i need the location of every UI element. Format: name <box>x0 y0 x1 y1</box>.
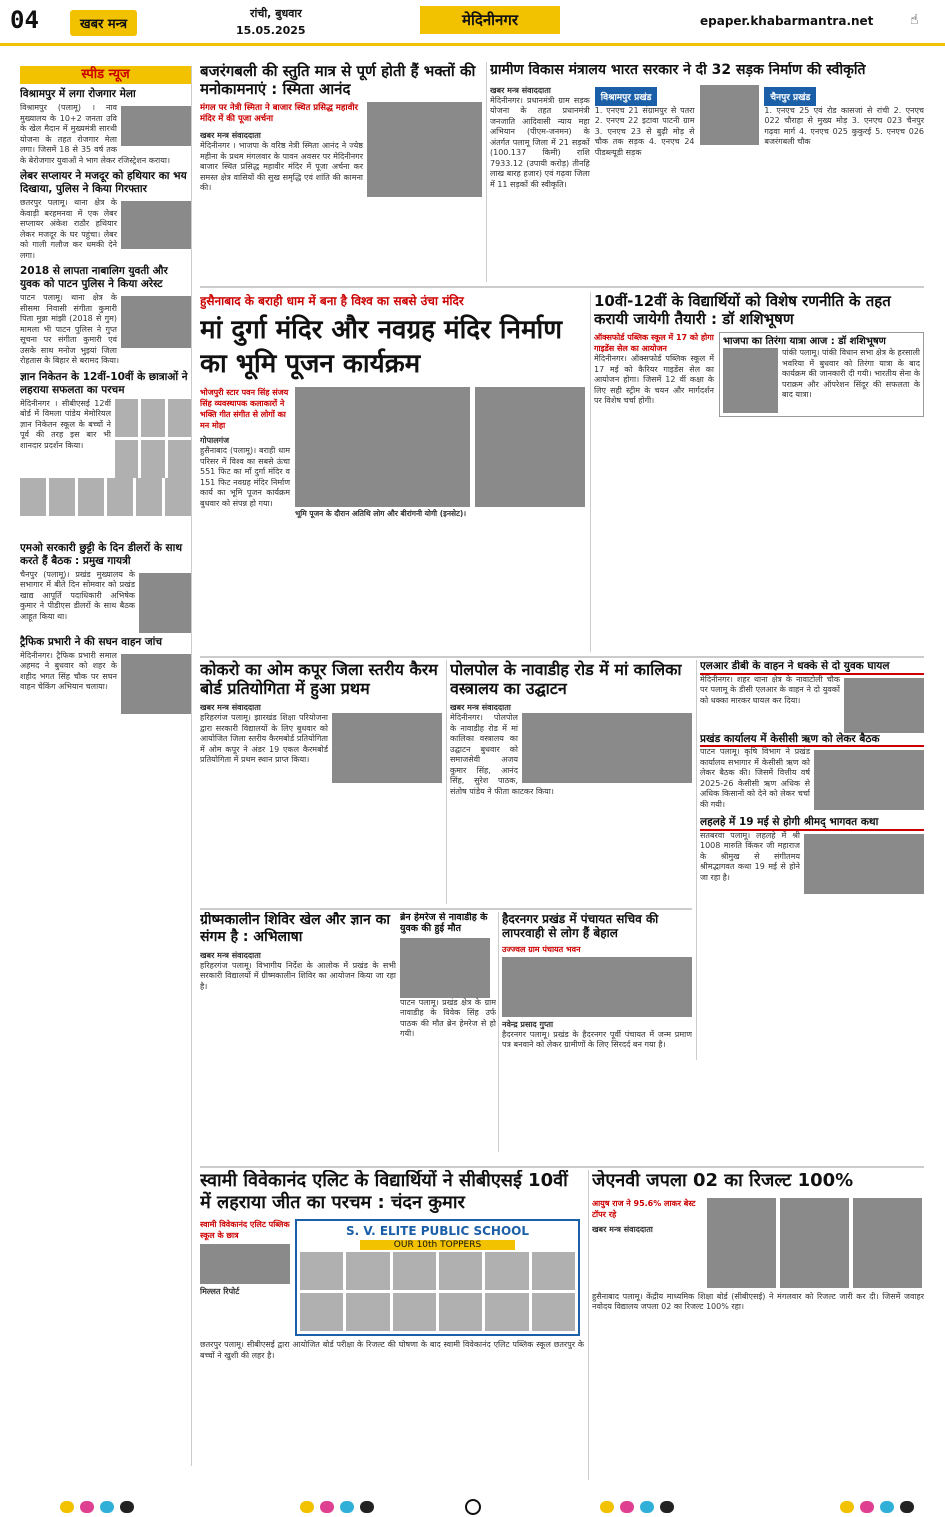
article-body: हरिहरगंज पलामू। विभागीय निर्देश के आलोक में प्रखंड के सभी सरकारी विद्यालयों में ग्रीष्मकालीन शिविर का आयोजन किया जा रहा है। <box>200 960 396 991</box>
page-number: 04 <box>10 6 39 34</box>
student-photo <box>107 478 133 516</box>
pointer-icon: ☝ <box>910 12 919 28</box>
topper-photos <box>707 1198 922 1288</box>
news-photo <box>475 387 585 507</box>
article-columns <box>594 332 924 417</box>
column <box>592 1198 702 1288</box>
student-photo <box>78 478 104 516</box>
article-brain-hemorrhage <box>400 912 496 1152</box>
student-photo <box>49 478 75 516</box>
article-road-approval <box>490 62 924 282</box>
right-news-column <box>700 660 924 1060</box>
headline: ट्रैफिक प्रभारी ने की सघन वाहन जांच <box>20 635 163 648</box>
article-body: हरिहरगंज पलामू। झारखंड शिक्षा परियोजना द्वारा सरकारी विद्यालयों के लिए बुधवार को आयोजित जिला स्तरीय कैरमबोर्ड प्रतियोगिता में ओम कपूर ने अंडर 19 एकल कैरमबोर्ड प्रतियोगिता में प्रथम स्थान प्राप्त किया। <box>200 713 328 765</box>
registration-dot <box>320 1501 334 1513</box>
byline: मिल्लत रिपोर्ट <box>200 1287 240 1297</box>
column-divider <box>590 292 591 652</box>
topper-photo <box>853 1198 922 1288</box>
news-photo <box>121 296 191 348</box>
article-body: छतरपुर पलामू। सीबीएसई द्वारा आयोजित बोर्ड परीक्षा के रिजल्ट की घोषणा के बाद स्वामी विवेकानंद एलिट पब्लिक स्कूल छतरपुर के बच्चों ने खुशी की लहर है। <box>200 1340 584 1360</box>
student-photo <box>136 478 162 516</box>
column-divider <box>486 62 487 282</box>
article-body: मेदिनीनगर। पोलपोल के नावाडीह रोड में मां कालिका वस्त्रालय का उद्घाटन बुधवार को समाजसेवी अजय कुमार सिंह, आनंद सिंह, सुरेश पाठक, संतोष पांडेय ने फीता काटकर किया। <box>450 713 554 796</box>
headline: एमओ सरकारी छुट्टी के दिन डीलरों के साथ करते हैं बैठक : प्रमुख गायत्री <box>20 541 183 567</box>
masthead <box>0 0 945 46</box>
topper-photo <box>393 1252 436 1290</box>
student-photo <box>115 440 138 478</box>
news-photo <box>332 713 442 783</box>
headline: ग्रामीण विकास मंत्रालय भारत सरकार ने दी 32 सड़क निर्माण की स्वीकृति <box>490 62 866 78</box>
row-divider <box>200 656 924 658</box>
registration-dot <box>600 1501 614 1513</box>
headline: पोलपोल के नावाडीह रोड में मां कालिका वस्त्रालय का उद्घाटन <box>450 660 682 699</box>
headline: ज्ञान निकेतन के 12वीं-10वीं के छात्राओं ने लहराया सफलता का परचम <box>20 370 188 396</box>
topper-photo <box>485 1252 528 1290</box>
column-divider <box>588 1170 589 1480</box>
article-body: हैदरनगर पलामू। प्रखंड के हैदरनगर पूर्वी पंचायत में जन्म प्रमाण पत्र बनवाने को लेकर ग्रामीणों के लिए सिरदर्द बन गया है। <box>502 1029 692 1050</box>
registration-dot <box>100 1501 114 1513</box>
city-day: रांची, बुधवार <box>250 7 302 20</box>
headline: स्वामी विवेकानंद एलिट के विद्यार्थियों ने सीबीएसई 10वीं में लहराया जीत का परचम : चंदन कुमार <box>200 1170 568 1213</box>
topper-photo <box>300 1293 343 1331</box>
registration-dot <box>360 1501 374 1513</box>
kicker: मंगल पर नेत्री स्मिता ने बाजार स्थित प्रसिद्ध महावीर मंदिर में की पूजा अर्चना <box>200 103 359 124</box>
row-divider <box>200 1166 924 1168</box>
article-body: पाटन पलामू। थाना क्षेत्र के सीसमा निवासी संगीता कुमारी पिता मुन्ना मांझी (2018 से गुम) मामला भी पाटन पुलिस ने गुप्त सूचना पर संगीता कुमारी एवं उसके साथ मनोज भुइयां जिला रोहतास के बिहार से बरामद किया। <box>20 293 120 365</box>
box-body: पांकी पलामू। पांकी विधान सभा क्षेत्र के हरसाली भवरिया में बुधवार को तिरंगा यात्रा के बाद कार्यक्रम की जानकारी दी गयी। भारतीय सेना के पराक्रम और ऑपरेशन सिंदूर की सफलता के बाद यात्रा। <box>782 348 920 399</box>
topper-photo <box>532 1293 575 1331</box>
student-photo <box>165 478 191 516</box>
article-columns <box>490 85 924 191</box>
school-toppers-ad <box>295 1219 580 1336</box>
photo-column <box>295 387 470 519</box>
article-columns <box>592 1198 924 1288</box>
byline: खबर मन्त्र संवाददाता <box>200 131 261 140</box>
article-body: छतरपुर पलामू। थाना क्षेत्र के केवाड़ी बरहमनवा में एक लेबर सप्लायर अंकेश राठौर हथियार लेकर मजदूर के घर पहुंचा। लेबर को गाली गलौज कर धमकी देने लगा। <box>20 198 117 260</box>
list-title: विश्रामपुर प्रखंड <box>595 87 658 106</box>
headline: मां दुर्गा मंदिर और नवग्रह मंदिर निर्माण का भूमि पूजन कार्यक्रम <box>200 315 563 379</box>
toppers-label: OUR 10th TOPPERS <box>360 1240 515 1250</box>
headline: 10वीं-12वीं के विद्यार्थियों को विशेष रणनीति के तहत करायी जायेगी तैयारी : डॉ शशिभूषण <box>594 292 891 328</box>
byline: गोपालगंज <box>200 436 230 445</box>
news-photo <box>295 387 470 507</box>
bullet: भोजपुरी स्टार पवन सिंह संजय सिंह व्यवस्थापक कलाकारों ने भक्ति गीत संगीत से लोगों का मन मोहा <box>200 388 289 430</box>
bullet: उज्ज्वल ग्राम पंचायत भवन <box>502 944 581 954</box>
news-photo <box>522 713 692 783</box>
news-photo <box>367 102 482 197</box>
topper-photos <box>300 1252 575 1331</box>
photo-column <box>700 85 760 191</box>
article-body: मेदिनीनगर। शहर थाना क्षेत्र के नावाटोली चौक पर पलामू के डीसी एलआर के वाहन ने दो युवकों को धक्का मारकर घायल कर दिया। <box>700 674 840 705</box>
bullet: स्वामी विवेकानंद एलिट पब्लिक स्कूल के छात्र <box>200 1220 290 1241</box>
article-body: चैनपुर (पलामू)। प्रखंड मुख्यालय के सभागार में बीते दिन सोमवार को प्रखंड खाद्य आपूर्ति पदाधिकारी अभिषेक कुमार ने पीडीएस डीलरों के साथ बैठक आहूत किया था। <box>20 569 135 621</box>
headline: 2018 से लापता नाबालिग युवती और युवक को पाटन पुलिस ने किया अरेस्ट <box>20 265 168 290</box>
headline: जेएनवी जपला 02 का रिजल्ट 100% <box>592 1170 854 1191</box>
section-title: मेदिनीनगर <box>420 6 560 34</box>
column <box>475 387 585 519</box>
school-name: S. V. ELITE PUBLIC SCHOOL <box>345 1224 530 1239</box>
photo-caption: भूमि पूजन के दौरान अतिथि लोग और बीरांगनी योगी (इनसेट)। <box>295 509 467 518</box>
row-divider <box>200 908 692 910</box>
topper-photo <box>485 1293 528 1331</box>
news-photo <box>844 678 924 733</box>
topper-photo <box>532 1252 575 1290</box>
article-body: मेदिनीनगर । सीबीएसई 12वीं बोर्ड में विमला पांडेय मेमोरियल ज्ञान निकेतन स्कूल के बच्चों ने पूर्व की तरह इस बार भी शानदार प्रदर्शन किया। <box>20 398 111 450</box>
box-headline: भाजपा का तिरंगा यात्रा आज : डॉ शशिभूषण <box>723 336 886 347</box>
column-divider <box>696 660 697 1060</box>
article-career-guidance <box>594 292 924 652</box>
registration-dot <box>340 1501 354 1513</box>
portrait-photo <box>200 1244 290 1284</box>
crosshair-icon <box>465 1499 481 1515</box>
news-photo <box>804 834 924 894</box>
byline: खबर मन्त्र संवाददाता <box>592 1224 653 1234</box>
headline: कोकरो का ओम कपूर जिला स्तरीय कैरम बोर्ड प्रतियोगिता में हुआ प्रथम <box>200 660 438 699</box>
portrait-photo <box>723 348 778 413</box>
registration-dot <box>900 1501 914 1513</box>
print-registration-strip <box>0 1497 945 1517</box>
topper-photo <box>780 1198 849 1288</box>
epaper-link[interactable]: epaper.khabarmantra.net <box>700 14 874 28</box>
tiranga-yatra-box <box>719 332 924 417</box>
bullet: ऑक्सफोर्ड पब्लिक स्कूल में 17 को होगा गाइडेंस सेल का आयोजन <box>594 333 714 353</box>
byline: खबर मन्त्र संवाददाता <box>490 85 551 95</box>
article-body: हुसैनाबाद पलामू। केंद्रीय माध्यमिक शिक्षा बोर्ड (सीबीएसई) ने मंगलवार को रिजल्ट जारी कर दी। जिसमें जवाहर नवोदय विद्यालय जपला 02 का रिजल्ट 100% रहा। <box>592 1291 924 1312</box>
road-list: 1. एनएच 25 एवं रोड कासजां से रांची 2. एनएच 022 चौराहा से मुख्य मोड़ 3. एनएच 023 चैनपुर गढ़वा मार्ग 4. एनएच 025 कुकुरई 5. एनएच 026 बजरंगबली चौक <box>764 105 924 147</box>
column <box>200 1219 290 1336</box>
registration-dot <box>620 1501 634 1513</box>
news-photo <box>121 106 191 146</box>
registration-dot <box>300 1501 314 1513</box>
article-body: सतबरवा पलामू। लहलहे में श्री 1008 मारुति किंकर जी महाराज के श्रीमुख से संगीतमय श्रीमद्भागवत कथा 19 मई से होने जा रहा है। <box>700 830 800 882</box>
headline: एलआर डीबी के वाहन ने धक्के से दो युवक घायल <box>700 660 924 675</box>
news-photo <box>121 201 191 249</box>
registration-dot <box>840 1501 854 1513</box>
left-column <box>20 66 192 1466</box>
article-body: मेदिनीनगर। ऑक्सफोर्ड पब्लिक स्कूल में 17 मई को कैरियर गाइडेंस सेल का आयोजन होगा। जिसमें 12 वीं कक्षा के लिए सही स्ट्रीम के चयन और मार्गदर्शन पर विशेष चर्चा होगी। <box>594 354 714 405</box>
article-body: मेदिनीनगर। प्रधानमंत्री ग्राम सड़क योजना के तहत प्रधानमंत्री जनजाति आदिवासी न्याय महा अभियान (पीएम-जनमन) के अंतर्गत पलामू जिला में 21 सड़कों (100.137 किमी) राशि 7933.12 (उपायी करोड़) तीनहि लाख बारह हजार) एवं गढ़वा जिला में 11 सड़कों की स्वीकृति। <box>490 95 590 189</box>
byline: नवेन्द्र प्रसाद गुप्ता <box>502 1019 554 1029</box>
portrait-photo <box>400 938 490 998</box>
spacer <box>20 478 191 538</box>
registration-dot <box>120 1501 134 1513</box>
speed-news-banner: स्पीड न्यूज <box>20 66 191 84</box>
topper-photo <box>346 1293 389 1331</box>
road-list-block <box>764 85 924 191</box>
article-body: विश्रामपुर (पलामू) । नाव मुख्यालय के 10+2 जनता उवि के खेल मैदान में मुख्यमंत्री सारथी योजना के तहत रोजगार मेला लगा। जिसमें 18 से 35 वर्ष तक के बेरोजगार युवाओं ने भाग लेकर रजिस्ट्रेशन कराया। <box>20 103 170 165</box>
headline: लेबर सप्लायर ने मजदूर को हथियार का भय दिखाया, पुलिस ने किया गिरफ्तार <box>20 170 187 195</box>
row-divider <box>200 286 924 288</box>
news-photo <box>139 573 191 633</box>
article-panchayat-secretary <box>502 912 692 1152</box>
column-divider <box>446 660 447 904</box>
topper-photo <box>300 1252 343 1290</box>
registration-dot <box>860 1501 874 1513</box>
column <box>200 387 290 519</box>
article-smita-anand <box>200 62 482 282</box>
student-photo-grid <box>115 399 191 478</box>
byline: खबर मन्त्र संवाददाता <box>200 703 261 713</box>
news-photo <box>121 654 191 714</box>
registration-dot <box>880 1501 894 1513</box>
headline: विश्रामपुर में लगा रोजगार मेला <box>20 88 136 100</box>
registration-dot <box>640 1501 654 1513</box>
student-photo <box>141 399 164 437</box>
registration-dot <box>660 1501 674 1513</box>
headline: लहलहे में 19 मई से होगी श्रीमद् भागवत कथा <box>700 816 924 831</box>
student-photo <box>168 440 191 478</box>
topper-photo <box>439 1293 482 1331</box>
bullet: आयुष राज ने 95.6% लाकर बेस्ट टॉपर रहे <box>592 1198 696 1219</box>
article-carrom <box>200 660 442 904</box>
student-photo <box>20 478 46 516</box>
headline: ब्रेन हेमरेज से नावाडीह के युवक की हुई मौत <box>400 912 488 935</box>
article-body: पाटन पलामू। प्रखंड क्षेत्र के ग्राम नावाडीह के विवेक सिंह उर्फ पाठक की मौत ब्रेन हेमरेज से हो गयी। <box>400 997 496 1039</box>
article-body: मेदिनीनगर । भाजपा के वरिष्ठ नेत्री स्मिता आनंद ने ज्येष्ठ महीना के प्रथम मंगलवार के पावन अवसर पर मेदिनीनगर बाजार स्थित प्रसिद्ध महावीर मंदिर में पूजा अर्चना कर समस्त क्षेत्र वासियों की सुख समृद्धि एवं शांति की कामना की। <box>200 141 363 192</box>
topper-photo <box>707 1198 776 1288</box>
list-title: चैनपुर प्रखंड <box>764 87 816 106</box>
article-body: मेदिनीनगर। ट्रैफिक प्रभारी समाल अहमद ने बुधवार को शहर के शहीद भगत सिंह चौक पर सघन वाहन चेकिंग अभियान चलाया। <box>20 650 117 691</box>
student-photo-grid <box>20 478 191 516</box>
article-barahi-dham <box>200 292 586 652</box>
byline: खबर मन्त्र संवाददाता <box>200 950 261 960</box>
article-kalika-store <box>450 660 692 904</box>
column <box>490 85 590 191</box>
registration-dot <box>60 1501 74 1513</box>
student-photo <box>141 440 164 478</box>
student-photo <box>115 399 138 437</box>
article-body: हुसैनाबाद (पलामू)। बराही धाम परिसर में विश्व का सबसे ऊंचा 551 फिट का माँ दुर्गा मंदिर व 151 फिट नवग्रह मंदिर निर्माण कार्य का भूमि पूजन कार्यक्रम बुधवार को संपन्न हो गया। <box>200 446 290 508</box>
topper-photo <box>393 1293 436 1331</box>
article-columns <box>200 387 586 519</box>
portrait-photo <box>700 85 760 145</box>
column-divider <box>498 912 499 1152</box>
headline: ग्रीष्मकालीन शिविर खेल और ज्ञान का संगम है : अभिलाषा <box>200 912 390 945</box>
column <box>594 332 714 417</box>
article-columns <box>200 1219 584 1336</box>
brand-logo[interactable]: खबर मन्त्र <box>70 10 137 36</box>
byline: खबर मन्त्र संवाददाता <box>450 703 511 713</box>
article-sv-elite <box>200 1170 584 1480</box>
road-list-block <box>595 85 695 191</box>
article-body: पाटन पलामू। कृषि विभाग ने प्रखंड कार्यालय सभागार में केसीसी ऋण को लेकर बैठक की। जिसमें वित्तीय वर्ष 2025-26 केसीसी ऋण अधिक से अधिक किसानों को देने को लेकर चर्चा की गयी। <box>700 747 810 809</box>
registration-dot <box>80 1501 94 1513</box>
headline: प्रखंड कार्यालय में केसीसी ऋण को लेकर बैठक <box>700 733 924 748</box>
road-list: 1. एनएच 21 संग्रामपुर से पतरा 2. एनएच 22 इटावा पाटनी ग्राम 3. एनएच 23 से बुढ़ी मोड़ से चौक तक सड़क 4. एनएच 24 पीडब्ल्यूडी सड़क <box>594 105 695 157</box>
student-photo <box>168 399 191 437</box>
topper-photo <box>346 1252 389 1290</box>
headline: हैदरनगर प्रखंड में पंचायत सचिव की लापरवाही से लोग हैं बेहाल <box>502 912 659 941</box>
headline: बजरंगबली की स्तुति मात्र से पूर्ण होती हैं भक्तों की मनोकामनाएं : स्मिता आनंद <box>200 62 476 98</box>
edition-date: 15.05.2025 <box>236 24 306 37</box>
article-jnv-japla <box>592 1170 924 1480</box>
news-photo <box>502 957 692 1017</box>
article-summer-camp <box>200 912 396 1152</box>
news-photo <box>814 750 924 810</box>
topper-photo <box>439 1252 482 1290</box>
kicker: हुसैनाबाद के बराही धाम में बना है विश्व का सबसे उंचा मंदिर <box>200 294 464 308</box>
